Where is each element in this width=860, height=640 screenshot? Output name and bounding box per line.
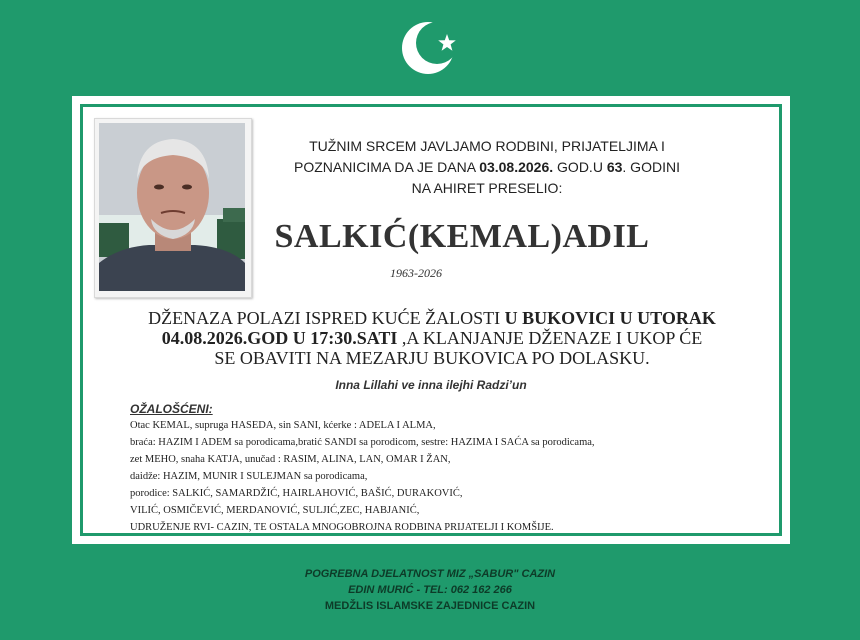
mourners-line: porodice: SALKIĆ, SAMARDŽIĆ, HAIRLAHOVIĆ, BAŠIĆ, DURAKOVIĆ, bbox=[130, 488, 463, 499]
mourners-list bbox=[130, 417, 750, 536]
footer-council: MEDŽLIS ISLAMSKE ZAJEDNICE CAZIN bbox=[324, 600, 536, 612]
intro-line-3: NA AHIRET PRESELIO: bbox=[411, 180, 563, 196]
intro-line-2 bbox=[262, 157, 712, 178]
funeral-service-footer bbox=[0, 566, 860, 614]
deceased-name: SALKIĆ(KEMAL)ADIL bbox=[274, 218, 650, 255]
funeral-details bbox=[112, 308, 752, 368]
mourners-title: OŽALOŠĆENI: bbox=[130, 402, 213, 416]
portrait-frame bbox=[94, 118, 252, 298]
intro-line-1: TUŽNIM SRCEM JAVLJAMO RODBINI, PRIJATELJIMA I bbox=[309, 138, 665, 154]
mourners-line: daidže: HAZIM, MUNIR I SULEJMAN sa porodicama, bbox=[130, 471, 368, 482]
intro-text: . GODINI bbox=[622, 159, 680, 175]
portrait-photo bbox=[99, 123, 245, 291]
mourners-line: zet MEHO, snaha KATJA, unučad : RASIM, ALINA, LAN, OMAR I ŽAN, bbox=[130, 454, 451, 465]
funeral-place: U BUKOVICI U UTORAK bbox=[504, 308, 716, 328]
funeral-datetime: 04.08.2026.GOD U 17:30.SATI bbox=[161, 328, 398, 348]
announcement-intro bbox=[262, 136, 712, 199]
funeral-text: ,A KLANJANJE DŽENAZE I UKOP ĆE bbox=[397, 328, 703, 348]
crescent-star-icon bbox=[402, 18, 462, 78]
footer-contact: EDIN MURIĆ - TEL: 062 162 266 bbox=[348, 584, 512, 596]
funeral-text: DŽENAZA POLAZI ISPRED KUĆE ŽALOSTI bbox=[148, 308, 505, 328]
mourners-line: VILIĆ, OSMIČEVIĆ, MERDANOVIĆ, SULJIĆ,ZEC, HABJANIĆ, bbox=[130, 505, 420, 516]
life-years: 1963-2026 bbox=[390, 266, 442, 280]
obituary-card bbox=[72, 96, 790, 544]
mourners-line: Otac KEMAL, supruga HASEDA, sin SANI, kćerke : ADELA I ALMA, bbox=[130, 420, 436, 431]
death-date: 03.08.2026. bbox=[479, 159, 554, 175]
intro-text: POZNANICIMA DA JE DANA bbox=[294, 159, 480, 175]
prayer-text: Inna Lillahi ve inna ilejhi Radzi’un bbox=[335, 378, 527, 392]
mourners-line: braća: HAZIM I ADEM sa porodicama,bratić SANDI sa porodicom, sestre: HAZIMA I SAĆA sa porodicama, bbox=[130, 437, 595, 448]
mourners-line: UDRUŽENJE RVI- CAZIN, TE OSTALA MNOGOBROJNA RODBINA PRIJATELJI I KOMŠIJE. bbox=[130, 522, 554, 533]
intro-text: GOD.U bbox=[553, 159, 607, 175]
age: 63 bbox=[606, 159, 623, 175]
funeral-line-3: SE OBAVITI NA MEZARJU BUKOVICA PO DOLASKU. bbox=[214, 348, 650, 368]
footer-company: POGREBNA DJELATNOST MIZ „SABUR" CAZIN bbox=[304, 568, 556, 580]
funeral-line-2 bbox=[112, 328, 752, 348]
funeral-line-1 bbox=[112, 308, 752, 328]
